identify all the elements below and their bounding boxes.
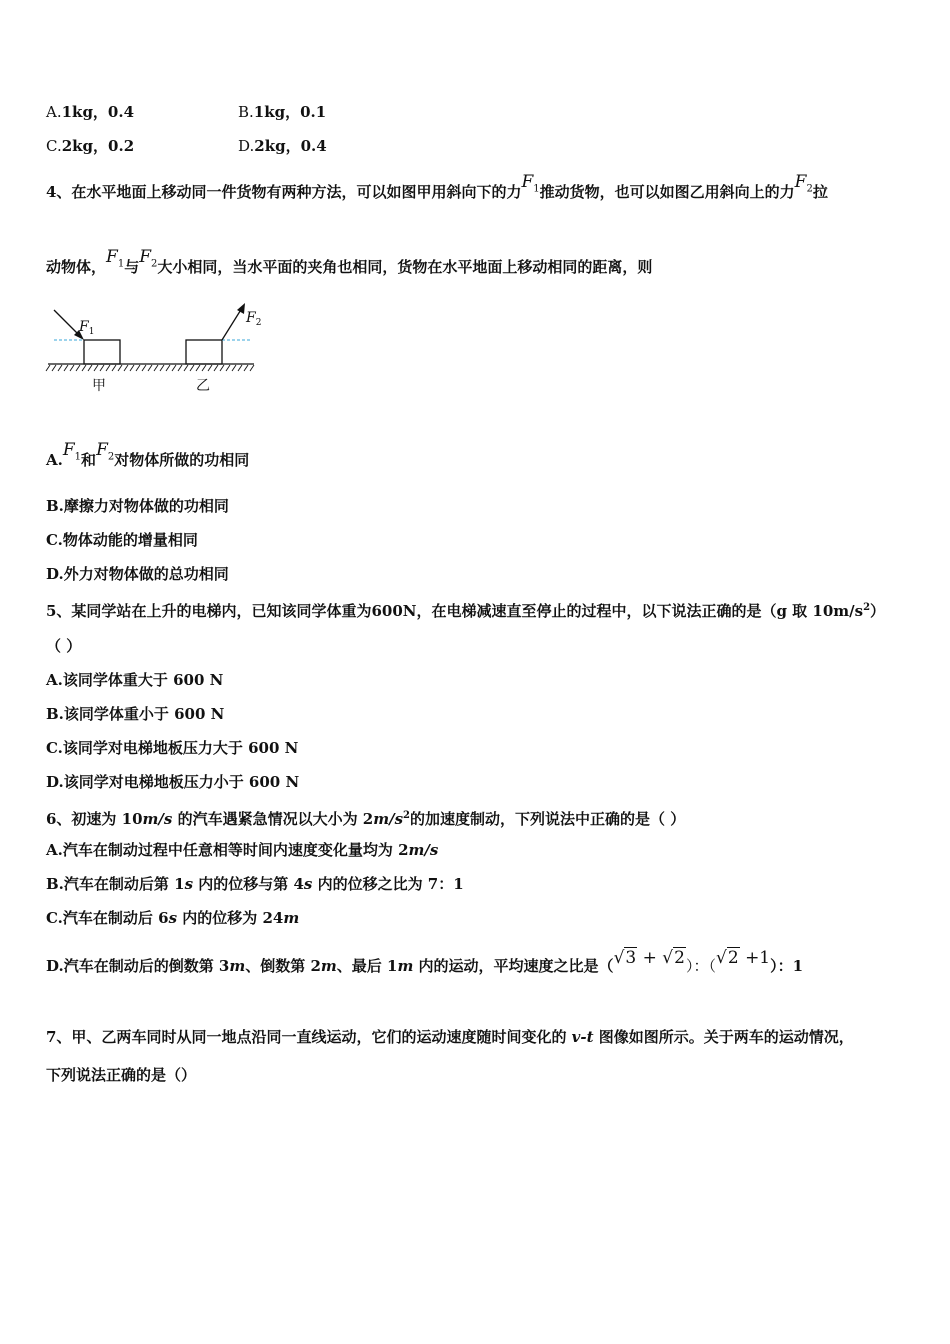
q4-option-c: C.物体动能的增量相同 [46,531,198,549]
text: 内的位移为 24 [177,909,284,927]
plus-sign: + [642,948,657,968]
f2-arrowhead-icon [237,303,245,314]
subscript: 1 [533,183,540,195]
q4-stem-line2 [46,247,653,285]
f-letter: F [96,440,108,460]
option-letter: D. [238,137,255,155]
text: 的加速度制动，下列说法中正确的是（ ） [410,810,686,828]
text: 和 [81,451,97,469]
q7-stem-line2: 下列说法正确的是（） [46,1066,197,1084]
f-letter: F [794,172,807,192]
q4-force-figure [40,298,270,398]
ground-hatching [46,365,254,371]
option-letter: A. [46,103,62,121]
subscript: 2 [107,451,115,463]
sqrt3-plus-sqrt2: √3 + √2 [613,948,685,968]
subscript: 1 [74,451,82,463]
q6-option-b [46,873,464,895]
unit: m [229,957,246,975]
f1-symbol [521,172,540,195]
force-f2-arrow [222,308,242,340]
f2-symbol [794,172,813,195]
text: 推动货物，也可以如图乙用斜向上的力 [539,183,795,201]
text: 7、甲、乙两车同时从同一地点沿同一直线运动，它们的运动速度随时间变化的 [46,1028,572,1046]
f-letter: F [139,247,151,267]
q4-stem-line1 [46,172,828,210]
figure-label-yi: 乙 [196,378,210,394]
plus-one: +1 [745,948,771,968]
text: 动物体， [46,258,107,276]
text: 与 [124,258,140,276]
text: 内的运动，平均速度之比是（ [413,957,614,975]
text: B.汽车在制动后第 1 [46,875,185,893]
q5-option-a: A.该同学体重大于 600 N [46,671,224,689]
unit: m [283,909,300,927]
vt-symbol: v-t [571,1028,594,1046]
q4-option-b: B.摩擦力对物体做的功相同 [46,497,229,515]
q6-stem [46,805,685,830]
q5-stem [46,597,885,622]
q3-option-a [46,101,134,122]
cargo-box-left [84,340,120,364]
text: ）：（ [685,957,716,975]
superscript: 2 [403,810,410,821]
radicand: 3 [625,948,637,968]
option-text: 1kg，0.1 [253,103,327,121]
unit: m/s [142,810,173,828]
text: 图像如图所示。关于两车的运动情况， [593,1028,854,1046]
option-text: 2kg，0.2 [61,137,135,155]
cargo-box-right [186,340,222,364]
unit: s [184,875,194,893]
f2-symbol [96,440,115,463]
text: A. [46,451,63,469]
text: 4、在水平地面上移动同一件货物有两种方法，可以如图甲用斜向下的力 [46,183,522,201]
radicand: 2 [727,948,739,968]
f-letter: F [521,172,534,192]
radicand: 2 [674,948,685,968]
f2-symbol [139,247,158,270]
text: 5、某同学站在上升的电梯内，已知该同学体重为600N，在电梯减速直至停止的过程中，以下说法正确的是（g 取 10m/s [46,602,864,620]
q7-stem-line1 [46,1026,854,1048]
text: A.汽车在制动过程中任意相等时间内速度变化量均为 2 [46,841,409,859]
text: 、倒数第 2 [245,957,321,975]
subscript: 1 [117,258,125,270]
option-text: 1kg，0.4 [61,103,135,121]
text: 6、初速为 10 [46,810,143,828]
q6-option-c [46,907,299,929]
q5-option-d: D.该同学对电梯地板压力小于 600 N [46,773,300,791]
unit: m [397,957,414,975]
subscript: 2 [806,183,813,195]
q6-option-a [46,839,438,861]
f1-symbol [106,247,125,270]
superscript: 2 [863,602,871,613]
text: D.汽车在制动后的倒数第 3 [46,957,230,975]
f1-symbol [62,440,82,463]
option-text: 2kg，0.4 [254,137,327,155]
text: 拉 [812,183,828,201]
q5-option-b: B.该同学体重小于 600 N [46,705,225,723]
unit: m [320,957,337,975]
unit: m/s [408,841,439,859]
f-letter: F [62,440,75,460]
q3-option-c [46,135,134,156]
q4-option-d: D.外力对物体做的总功相同 [46,565,229,583]
f2-label: $F_2$ [246,310,262,328]
q3-option-d [238,135,327,156]
q6-option-d [46,948,804,977]
unit: s [168,909,178,927]
q5-option-c: C.该同学对电梯地板压力大于 600 N [46,739,299,757]
f-letter: F [106,247,118,267]
text: 的汽车遇紧急情况以大小为 2 [172,810,374,828]
q4-option-a [46,440,250,478]
q3-option-b [238,101,326,122]
unit: m/s [373,810,404,828]
subscript: 2 [151,258,158,270]
text: ） [870,602,886,620]
text: 大小相同，当水平面的夹角也相同，货物在水平地面上移动相同的距离，则 [157,258,653,276]
unit: s [303,875,313,893]
f1-label: $F_1$ [79,319,95,337]
figure-label-jia: 甲 [92,378,106,394]
sqrt2-plus-1: √2 +1 [715,948,771,968]
text: 内的位移与第 4 [193,875,304,893]
force-f1-arrow [54,310,80,336]
q5-answer-paren: （ ） [46,637,82,655]
text: ）：1 [770,957,804,975]
option-letter: C. [46,137,62,155]
text: 内的位移之比为 7：1 [312,875,464,893]
text: 对物体所做的功相同 [114,451,250,469]
text: C.汽车在制动后 6 [46,909,169,927]
text: 、最后 1 [336,957,398,975]
option-letter: B. [238,103,254,121]
